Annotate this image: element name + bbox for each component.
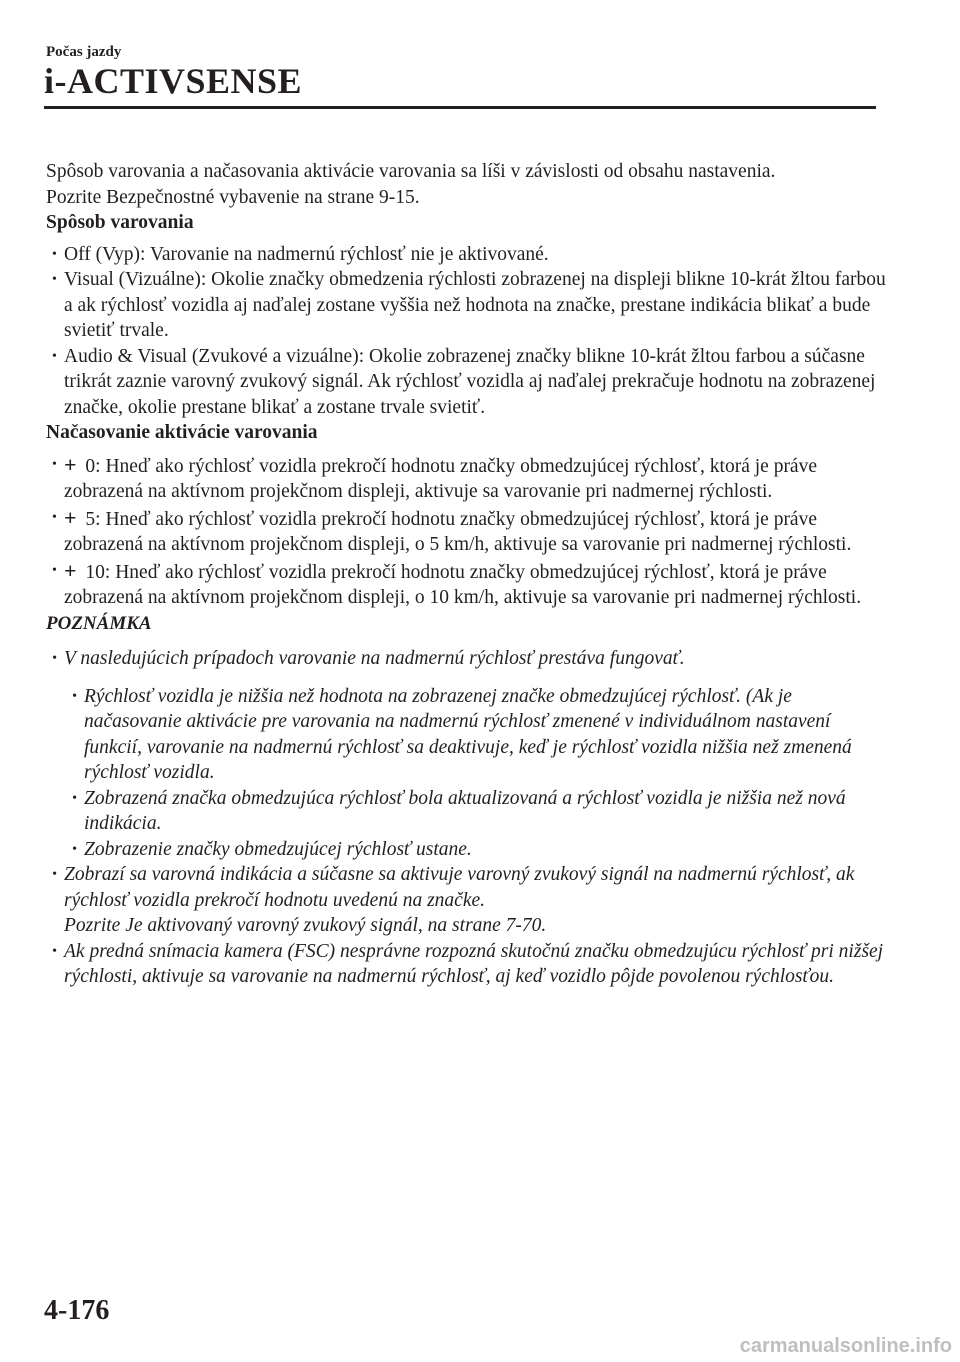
- note-label: POZNÁMKA: [46, 612, 152, 634]
- warning-method-list: [46, 242, 886, 421]
- list-item: • Audio & Visual (Zvukové a vizuálne): Okolie zobrazenej značky blikne 10-krát žltou farbou a súčasne trikrát zaznie varovný zvukový signál. Ak rýchlosť vozidla aj naďalej prekračuje hodnotu na zobrazenej značke, okolie prestane blikať a zostane trvale svietiť.: [52, 345, 876, 418]
- page-number: 4-176: [44, 1295, 110, 1326]
- bullet: •: [52, 456, 57, 472]
- list-item: • Zobrazenie značky obmedzujúcej rýchlosť ustane.: [66, 837, 886, 863]
- note-sub-list: [66, 684, 886, 863]
- activation-timing-heading: Načasovanie aktivácie varovania: [46, 422, 318, 443]
- intro-paragraph: Spôsob varovania a načasovania aktivácie varovania sa líši v závislosti od obsahu nastavenia.: [46, 161, 776, 182]
- note-list: [46, 646, 886, 672]
- bullet: •: [72, 790, 77, 806]
- note-block: [46, 646, 886, 990]
- main-content: [46, 159, 886, 990]
- list-item: • Rýchlosť vozidla je nižšia než hodnota na zobrazenej značke obmedzujúcej rýchlosť. (Ak je načasovanie aktivácie pre varovania na nadmernú rýchlosť zmenené v individuálnom nastavení funkcií, varovanie na nadmernú rýchlosť sa deaktivuje, keď je rýchlosť vozidla nižšia než zmenená rýchlosť vozidla.: [72, 685, 852, 783]
- bullet: •: [52, 348, 57, 364]
- activation-timing-list: [46, 452, 886, 611]
- plus-icon: +: [64, 557, 77, 583]
- bullet: •: [72, 841, 77, 857]
- watermark: carmanualsonline.info: [739, 1335, 952, 1357]
- bullet: •: [52, 246, 57, 262]
- list-item: • Visual (Vizuálne): Okolie značky obmedzenia rýchlosti zobrazenej na displeji blikne 10-krát žltou farbou a ak rýchlosť vozidla aj naďalej zostane vyššia než hodnota na značke, prestane indikácia blikať a bude svietiť trvale.: [52, 269, 886, 341]
- list-item: • V nasledujúcich prípadoch varovanie na nadmernú rýchlosť prestáva fungovať.: [46, 646, 886, 672]
- plus-icon: +: [64, 451, 77, 477]
- list-item: • + 10: Hneď ako rýchlosť vozidla prekročí hodnotu značky obmedzujúcej rýchlosť, ktorá je práve zobrazená na aktívnom projekčnom displeji, o 10 km/h, aktivuje sa varovanie pri nadmernej rýchlosti.: [52, 557, 862, 608]
- list-item: • Ak predná snímacia kamera (FSC) nesprávne rozpozná skutočnú značku obmedzujúcu rýchlosť pri nižšej rýchlosti, aktivuje sa varovanie na nadmernú rýchlosť, aj keď vozidlo pôjde povolenou rýchlosťou.: [52, 940, 884, 987]
- bullet: •: [52, 651, 57, 666]
- plus-icon: +: [64, 504, 77, 530]
- list-item: • Off (Vyp): Varovanie na nadmernú rýchlosť nie je aktivované.: [46, 242, 886, 268]
- list-item: • + 0: Hneď ako rýchlosť vozidla prekročí hodnotu značky obmedzujúcej rýchlosť, ktorá je práve zobrazená na aktívnom projekčnom displeji, aktivuje sa varovanie pri nadmernej rýchlosti.: [52, 451, 817, 502]
- list-item: • + 5: Hneď ako rýchlosť vozidla prekročí hodnotu značky obmedzujúcej rýchlosť, ktorá je práve zobrazená na aktívnom projekčnom displeji, o 5 km/h, aktivuje sa varovanie pri nadmernej rýchlosti.: [52, 504, 852, 555]
- bullet: •: [52, 943, 57, 959]
- note-reference: Pozrite Je aktivovaný varovný zvukový signál, na strane 7-70.: [64, 915, 547, 936]
- intro-reference: Pozrite Bezpečnostné vybavenie na strane 9-15.: [46, 186, 420, 208]
- bullet: •: [52, 272, 57, 287]
- bullet: •: [72, 688, 77, 704]
- bullet: •: [52, 867, 57, 882]
- bullet: •: [52, 509, 57, 525]
- header-divider: [44, 106, 876, 109]
- bullet: •: [52, 562, 57, 578]
- page-title: i-ACTIVSENSE: [44, 61, 303, 101]
- list-item: • Zobrazí sa varovná indikácia a súčasne sa aktivuje varovný zvukový signál na nadmernú rýchlosť, ak rýchlosť vozidla prekročí hodnotu uvedenú na značke. Pozrite Je aktivovaný varovný zvukový signál, na strane 7-70.: [52, 864, 855, 936]
- list-item: • Zobrazená značka obmedzujúca rýchlosť bola aktualizovaná a rýchlosť vozidla je nižšia než nová indikácia.: [72, 787, 846, 834]
- warning-method-heading: Spôsob varovania: [46, 212, 194, 233]
- section-name: Počas jazdy: [46, 44, 122, 60]
- note-list-continued: [46, 862, 886, 990]
